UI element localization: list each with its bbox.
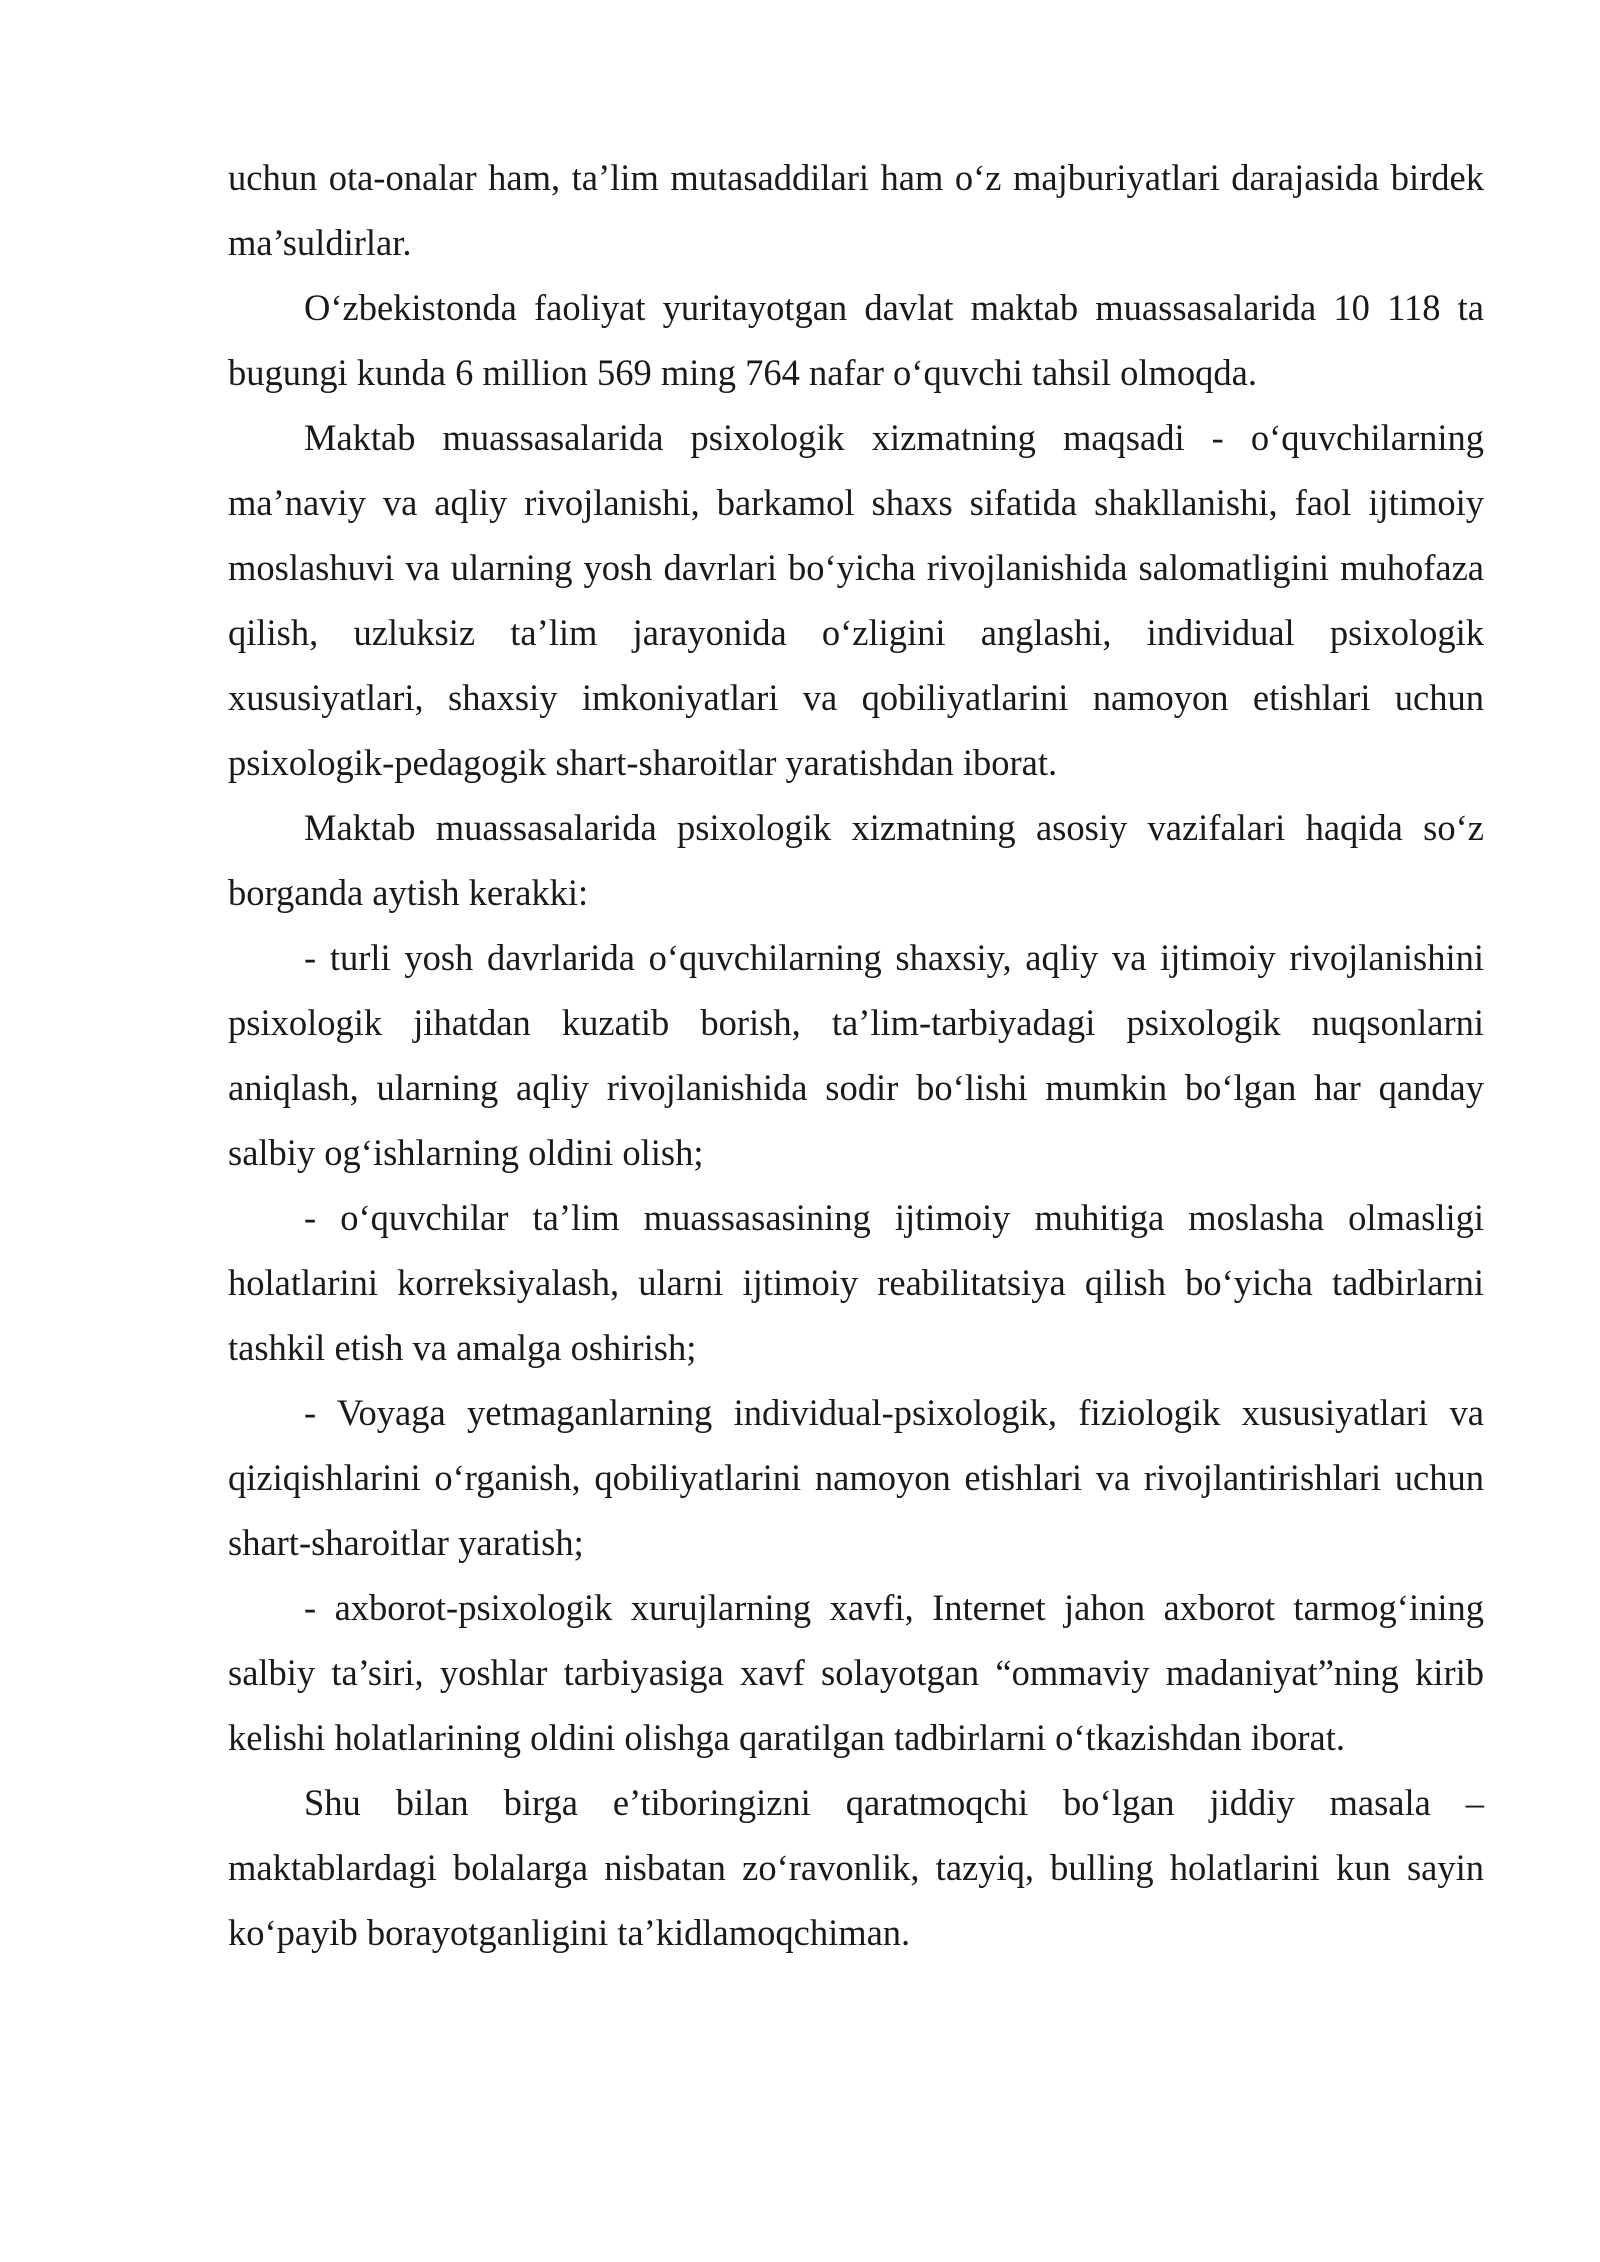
paragraph-continuation: uchun ota-onalar ham, ta’lim mutasaddilari ham o‘z majburiyatlari darajasida birdek ma’suldirlar.	[228, 157, 1484, 263]
list-item-monitoring: - turli yosh davrlarida o‘quvchilarning shaxsiy, aqliy va ijtimoiy rivojlanishini psixologik jihatdan kuzatib borish, ta’lim-tarbiyadagi psixologik nuqsonlarni aniqlash, ularning aqliy rivojlanishida sodir bo‘lishi mumkin bo‘lgan har qanday salbiy og‘ishlarning oldini olish;	[228, 937, 1484, 1173]
list-item-study-interests: - Voyaga yetmaganlarning individual-psixologik, fiziologik xususiyatlari va qiziqishlarini o‘rganish, qobiliyatlarini namoyon etishlari va rivojlantirishlari uchun shart-sharoitlar yaratish;	[228, 1392, 1484, 1563]
paragraph-bullying-concern: Shu bilan birga e’tiboringizni qaratmoqchi bo‘lgan jiddiy masala – maktablardagi bolalarga nisbatan zo‘ravonlik, tazyiq, bulling holatlarini kun sayin ko‘payib borayotganligini ta’kidlamoqchiman.	[228, 1782, 1484, 1953]
list-item-information-threats: - axborot-psixologik xurujlarning xavfi, Internet jahon axborot tarmog‘ining salbiy ta’siri, yoshlar tarbiyasiga xavf solayotgan “ommaviy madaniyat”ning kirib kelishi holatlarining oldini olishga qaratilgan tadbirlarni o‘tkazishdan iborat.	[228, 1587, 1484, 1758]
list-item-correction: - o‘quvchilar ta’lim muassasasining ijtimoiy muhitiga moslasha olmasligi holatlarini korreksiyalash, ularni ijtimoiy reabilitatsiya qilish bo‘yicha tadbirlarni tashkil etish va amalga oshirish;	[228, 1197, 1484, 1368]
paragraph-service-goal: Maktab muassasalarida psixologik xizmatning maqsadi - o‘quvchilarning ma’naviy va aqliy rivojlanishi, barkamol shaxs sifatida shakllanishi, faol ijtimoiy moslashuvi va ularning yosh davrlari bo‘yicha rivojlanishida salomatligini muhofaza qilish, uzluksiz ta’lim jarayonida o‘zligini anglashi, individual psixologik xususiyatlari, shaxsiy imkoniyatlari va qobiliyatlarini namoyon etishlari uchun psixologik-pedagogik shart-sharoitlar yaratishdan iborat.	[228, 417, 1484, 783]
document-body	[228, 145, 1484, 1965]
paragraph-tasks-intro: Maktab muassasalarida psixologik xizmatning asosiy vazifalari haqida so‘z borganda aytish kerakki:	[228, 807, 1484, 913]
paragraph-school-statistics: O‘zbekistonda faoliyat yuritayotgan davlat maktab muassasalarida 10 118 ta bugungi kunda 6 million 569 ming 764 nafar o‘quvchi tahsil olmoqda.	[228, 287, 1484, 393]
